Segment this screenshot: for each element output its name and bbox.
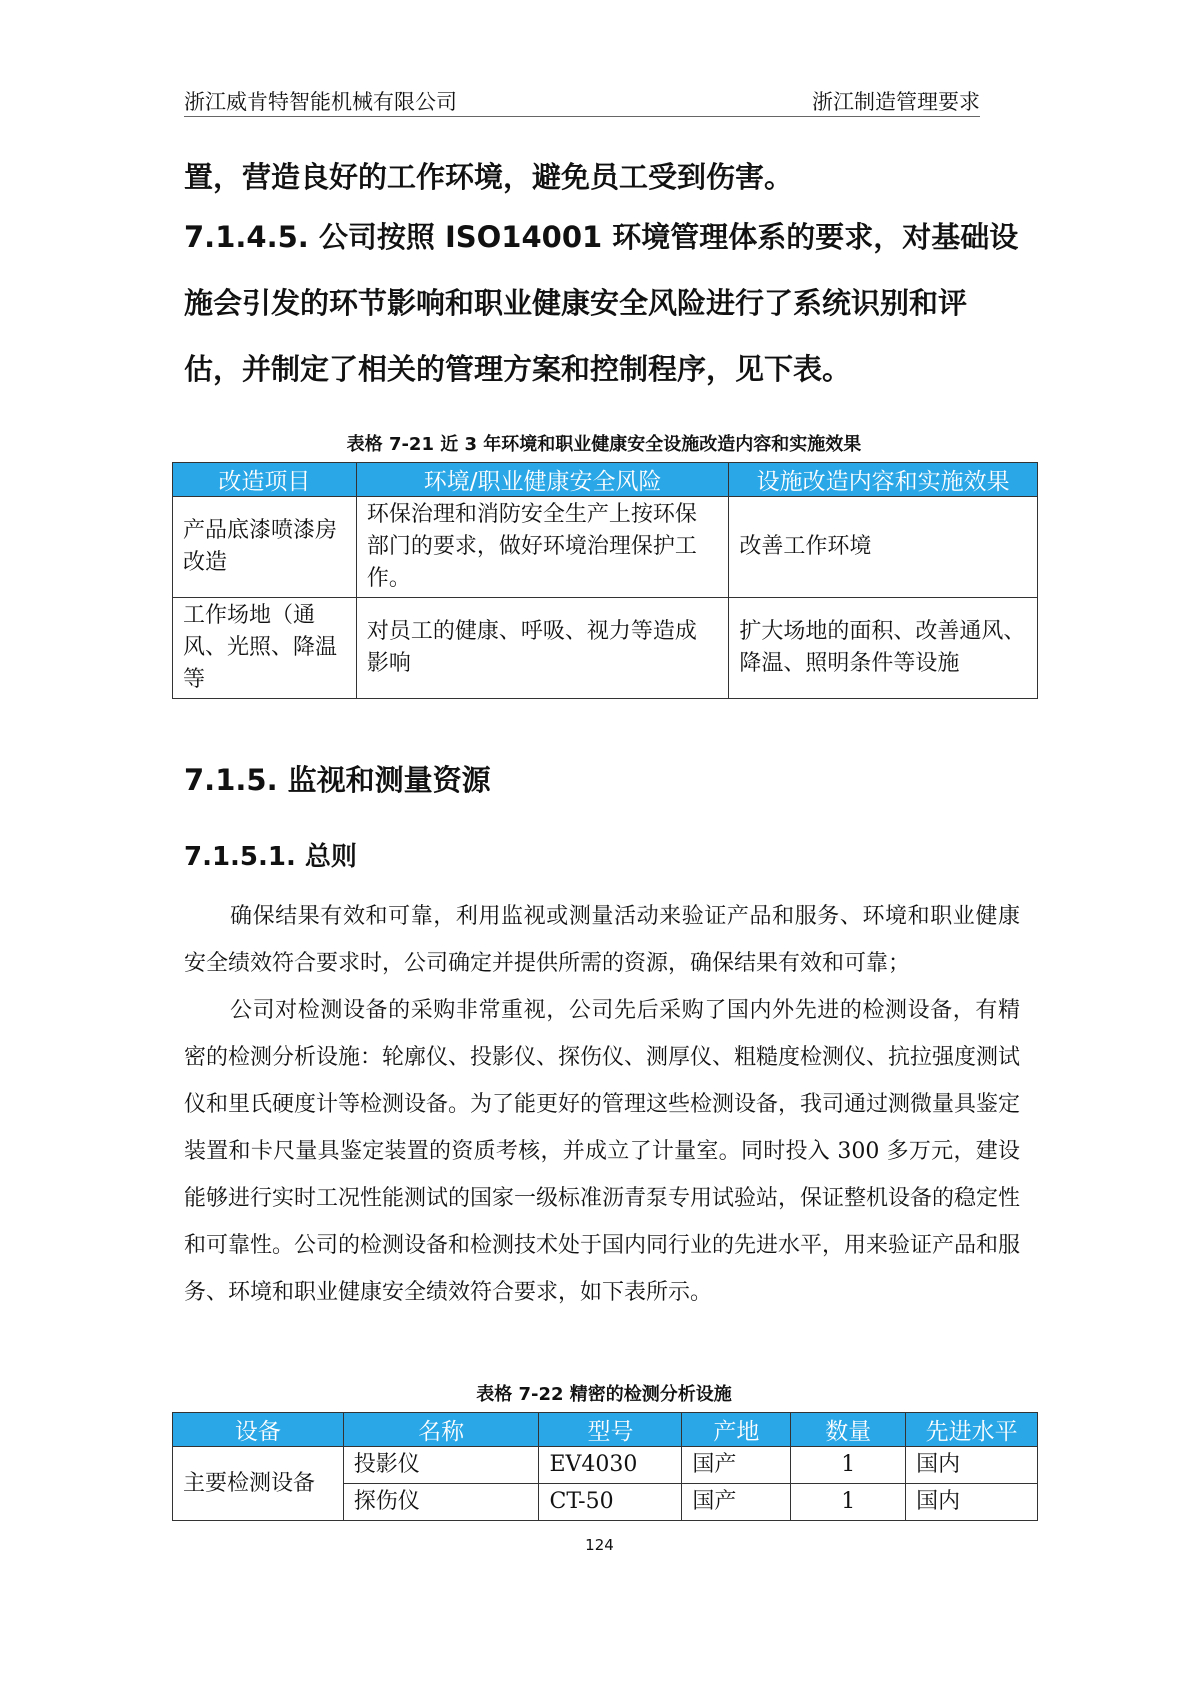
table-cell: 国产	[682, 1484, 791, 1521]
body-paragraph: 公司对检测设备的采购非常重视，公司先后采购了国内外先进的检测设备，有精密的检测分析设施：轮廓仪、投影仪、探伤仪、测厚仪、粗糙度检测仪、抗拉强度测试仪和里氏硬度计等检测设备。为了能更好的管理这些检测设备，我司通过测微量具鉴定装置和卡尺量具鉴定装置的资质考核，并成立了计量室。同时投入 300 多万元，建设能够进行实时工况性能测试的国家一级标准沥青泵专用试验站，保证整机设备的稳定性和可靠性。公司的检测设备和检测技术处于国内同行业的先进水平，用来验证产品和服务、环境和职业健康安全绩效符合要求，如下表所示。	[184, 998, 1021, 1305]
paragraph-7-1-4-5: 7.1.4.5. 公司按照 ISO14001 环境管理体系的要求，对基础设施会引发的环节影响和职业健康安全风险进行了系统识别和评估，并制定了相关的管理方案和控制程序，见下表。	[184, 220, 1019, 386]
table-cell: 国内	[906, 1484, 1038, 1521]
column-header: 名称	[343, 1413, 539, 1447]
column-header: 先进水平	[906, 1413, 1038, 1447]
column-header: 产地	[682, 1413, 791, 1447]
column-header: 型号	[539, 1413, 682, 1447]
table-cell: 工作场地（通风、光照、降温等	[173, 598, 357, 699]
table-7-22-caption: 表格 7-22 精密的检测分析设施	[476, 1384, 732, 1405]
table-group-cell: 主要检测设备	[173, 1447, 344, 1521]
page-number: 124	[585, 1536, 614, 1554]
paragraph-continuation: 置，营造良好的工作环境，避免员工受到伤害。	[184, 160, 794, 194]
table-cell: EV4030	[539, 1447, 682, 1484]
table-header-row	[173, 1413, 1038, 1447]
body-paragraph: 确保结果有效和可靠，利用监视或测量活动来验证产品和服务、环境和职业健康安全绩效符合要求时，公司确定并提供所需的资源，确保结果有效和可靠；	[184, 904, 1020, 976]
page-header	[184, 86, 980, 117]
table-cell: 投影仪	[343, 1447, 539, 1484]
column-header: 数量	[791, 1413, 906, 1447]
table-cell: 国内	[906, 1447, 1038, 1484]
table-cell: 改善工作环境	[729, 497, 1038, 598]
header-company: 浙江威肯特智能机械有限公司	[184, 90, 457, 114]
table-row	[173, 598, 1038, 699]
column-header: 环境/职业健康安全风险	[356, 463, 729, 497]
table-cell: CT-50	[539, 1484, 682, 1521]
column-header: 设施改造内容和实施效果	[729, 463, 1038, 497]
table-row	[173, 497, 1038, 598]
heading-7-1-5: 7.1.5. 监视和测量资源	[184, 763, 491, 797]
table-cell: 1	[791, 1484, 906, 1521]
table-cell: 探伤仪	[343, 1484, 539, 1521]
table-cell: 对员工的健康、呼吸、视力等造成影响	[356, 598, 729, 699]
table-header-row	[173, 463, 1038, 497]
heading-7-1-5-1: 7.1.5.1. 总则	[184, 842, 357, 872]
table-cell: 产品底漆喷漆房改造	[173, 497, 357, 598]
table-row	[173, 1447, 1038, 1484]
table-7-21	[172, 462, 1038, 699]
column-header: 改造项目	[173, 463, 357, 497]
table-cell: 1	[791, 1447, 906, 1484]
column-header: 设备	[173, 1413, 344, 1447]
table-cell: 环保治理和消防安全生产上按环保部门的要求，做好环境治理保护工作。	[356, 497, 729, 598]
table-7-21-caption: 表格 7-21 近 3 年环境和职业健康安全设施改造内容和实施效果	[346, 434, 862, 455]
table-7-22	[172, 1412, 1038, 1521]
table-cell: 扩大场地的面积、改善通风、降温、照明条件等设施	[729, 598, 1038, 699]
table-cell: 国产	[682, 1447, 791, 1484]
header-doc-title: 浙江制造管理要求	[812, 90, 980, 114]
